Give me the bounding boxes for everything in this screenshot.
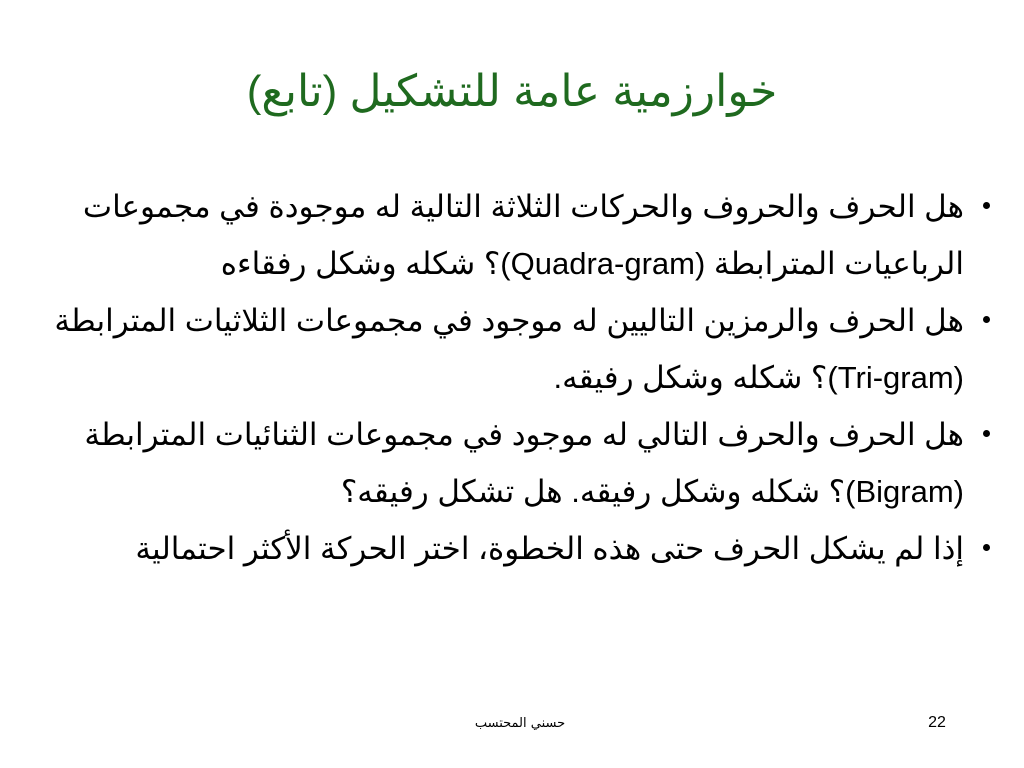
bullet-text: إذا لم يشكل الحرف حتى هذه الخطوة، اختر الحركة الأكثر احتمالية <box>135 531 964 566</box>
page-number: 22 <box>928 714 946 731</box>
bullet-text: هل الحرف والرمزين التاليين له موجود في مجموعات الثلاثيات المترابطة (Tri-gram)؟ شكله وشكل رفيقه. <box>54 303 964 395</box>
slide-title: خوارزمية عامة للتشكيل (تابع) <box>246 67 778 116</box>
bullet-dot-icon <box>983 430 990 437</box>
bullet-item <box>24 178 964 292</box>
bullet-text: هل الحرف والحروف والحركات الثلاثة التالية له موجودة في مجموعات الرباعيات المترابطة (Quadra-gram)؟ شكله وشكل رفقاءه <box>82 189 964 281</box>
bullet-dot-icon <box>983 544 990 551</box>
bullet-dot-icon <box>983 202 990 209</box>
bullet-item <box>24 520 964 577</box>
bullet-item <box>24 406 964 520</box>
bullet-dot-icon <box>983 316 990 323</box>
bullet-list <box>24 178 964 577</box>
footer-author: حسني المحتسب <box>474 716 566 731</box>
bullet-item <box>24 292 964 406</box>
bullet-text: هل الحرف والحرف التالي له موجود في مجموعات الثنائيات المترابطة (Bigram)؟ شكله وشكل رفيقه. هل تشكل رفيقه؟ <box>84 417 964 509</box>
